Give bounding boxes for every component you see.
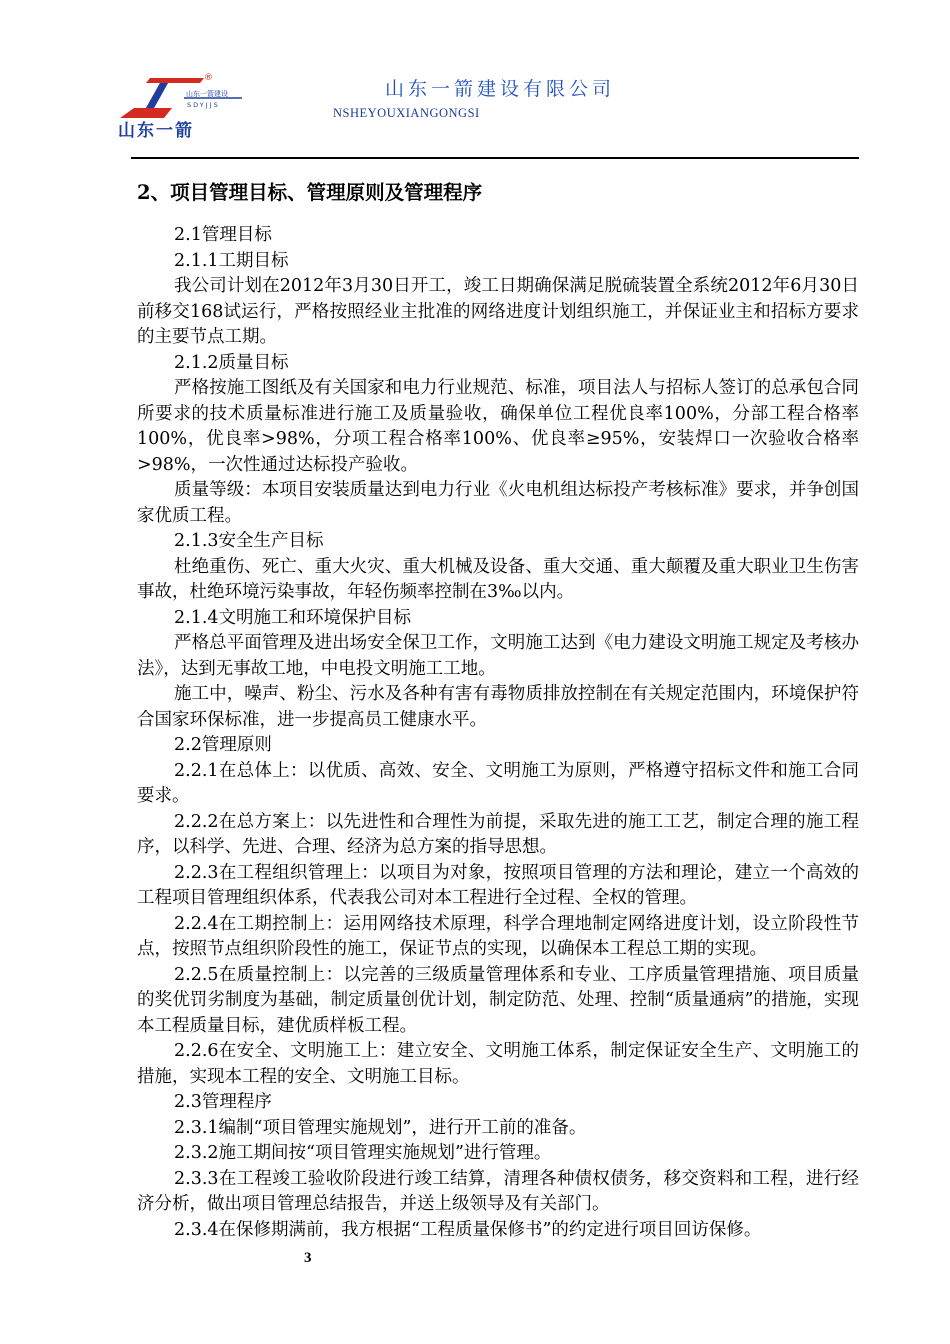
document-body bbox=[137, 178, 859, 1243]
subheading: 2.1.1工期目标 bbox=[174, 250, 289, 271]
paragraph: 杜绝重伤、死亡、重大火灾、重大机械及设备、重大交通、重大颠覆及重大职业卫生伤害事故，杜绝环境污染事故，年轻伤频率控制在3‰以内。 bbox=[137, 556, 859, 602]
paragraph: 严格按施工图纸及有关国家和电力行业规范、标准，项目法人与招标人签订的总承包合同所要求的技术质量标准进行施工及质量验收，确保单位工程优良率100%，分部工程合格率100%，优良率>98%，分项工程合格率100%、优良率≥95%，安装焊口一次验收合格率>98%，一次性通过达标投产验收。 bbox=[137, 378, 859, 475]
subheading: 2.3管理程序 bbox=[174, 1092, 272, 1112]
paragraph: 2.3.4在保修期满前，我方根据“工程质量保修书”的约定进行项目回访保修。 bbox=[174, 1219, 762, 1240]
paragraph: 2.2.1在总体上：以优质、高效、安全、文明施工为原则，严格遵守招标文件和施工合同要求。 bbox=[137, 760, 859, 806]
company-logo-icon bbox=[112, 68, 252, 140]
registered-mark: ® bbox=[204, 73, 213, 83]
logo-en-text: SDYJJS bbox=[187, 101, 220, 109]
company-name-en: NSHEYOUXIANGONGSI bbox=[333, 106, 480, 120]
paragraph: 2.2.6在安全、文明施工上：建立安全、文明施工体系，制定保证安全生产、文明施工的措施，实现本工程的安全、文明施工目标。 bbox=[137, 1041, 859, 1087]
subheading: 2.1.4文明施工和环境保护目标 bbox=[174, 607, 412, 628]
paragraph: 2.2.5在质量控制上：以完善的三级质量管理体系和专业、工序质量管理措施、项目质量的奖优罚劣制度为基础，制定质量创优计划，制定防范、处理、控制“质量通病”的措施，实现本工程质量目标，建优质样板工程。 bbox=[137, 964, 859, 1036]
paragraph: 施工中，噪声、粉尘、污水及各种有害有毒物质排放控制在有关规定范围内，环境保护符合国家环保标准，进一步提高员工健康水平。 bbox=[137, 684, 859, 730]
subheading: 2.1管理目标 bbox=[174, 225, 272, 245]
section-title: 2、项目管理目标、管理原则及管理程序 bbox=[137, 181, 483, 204]
header-divider bbox=[131, 157, 859, 159]
paragraph: 2.2.4在工期控制上：运用网络技术原理，科学合理地制定网络进度计划，设立阶段性节点，按照节点组织阶段性的施工，保证节点的实现，以确保本工程总工期的实现。 bbox=[137, 913, 859, 959]
paragraph: 2.3.2施工期间按“项目管理实施规划”进行管理。 bbox=[174, 1143, 552, 1163]
logo-text: 山东一箭 bbox=[118, 121, 194, 140]
paragraph: 2.2.3在工程组织管理上：以项目为对象，按照项目管理的方法和理论，建立一个高效的工程项目管理组织体系，代表我公司对本工程进行全过程、全权的管理。 bbox=[137, 862, 859, 908]
paragraph: 2.3.3在工程竣工验收阶段进行竣工结算，清理各种债权债务，移交资料和工程，进行经济分析，做出项目管理总结报告，并送上级领导及有关部门。 bbox=[137, 1168, 859, 1214]
paragraph: 2.2.2在总方案上：以先进性和合理性为前提，采取先进的施工工艺，制定合理的施工程序，以科学、先进、合理、经济为总方案的指导思想。 bbox=[137, 811, 859, 857]
paragraph: 我公司计划在2012年3月30日开工，竣工日期确保满足脱硫装置全系统2012年6月30日前移交168试运行，严格按照经业主批准的网络进度计划组织施工，并保证业主和招标方要求的主要节点工期。 bbox=[137, 276, 859, 347]
company-name-cn: 山东一箭建设有限公司 bbox=[385, 78, 616, 100]
paragraph: 质量等级：本项目安装质量达到电力行业《火电机组达标投产考核标准》要求，并争创国家优质工程。 bbox=[137, 480, 859, 526]
page-header bbox=[0, 0, 950, 160]
paragraph: 2.3.1编制“项目管理实施规划”，进行开工前的准备。 bbox=[174, 1117, 587, 1138]
subheading: 2.1.3安全生产目标 bbox=[174, 531, 324, 551]
subheading: 2.2管理原则 bbox=[174, 735, 272, 755]
logo-small-text: 山东一箭建设 bbox=[186, 90, 228, 98]
page-number: 3 bbox=[304, 1250, 312, 1266]
subheading: 2.1.2质量目标 bbox=[174, 352, 289, 373]
paragraph: 严格总平面管理及进出场安全保卫工作，文明施工达到《电力建设文明施工规定及考核办法》，达到无事故工地，中电投文明施工工地。 bbox=[137, 633, 859, 679]
